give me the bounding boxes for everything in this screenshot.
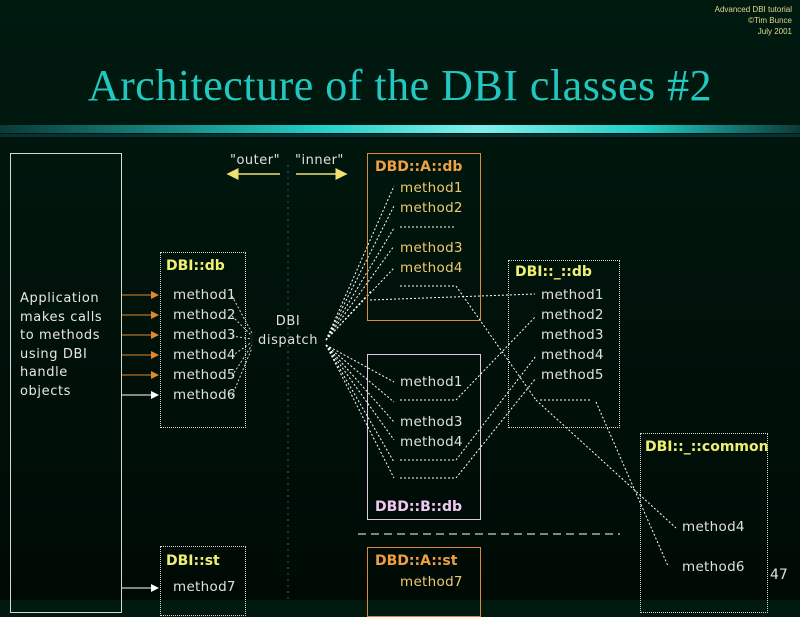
dbd-b-db-methods [400,372,463,452]
dbd-a-db-methods [400,178,463,278]
dispatch-line-1: DBI [275,314,301,329]
method-item: method2 [400,200,463,216]
method-item: method6 [173,387,236,403]
method-item: method1 [173,287,236,303]
page-number: 47 [770,567,788,583]
method-gap [400,392,463,412]
dbi-db-label: DBI::db [166,258,225,274]
method-item: method2 [541,307,604,323]
dbd-a-db-label: DBD::A::db [375,159,463,175]
dbi-underscore-db-methods [541,285,604,385]
application-line: makes calls [20,309,103,325]
method-item: method6 [682,559,745,575]
application-line: to methods [20,328,101,343]
method-item: method7 [400,574,463,590]
method-item: method3 [173,327,236,343]
dispatch-line-2: dispatch [258,333,319,348]
method-item: method4 [682,519,745,535]
dbi-st-label: DBI::st [166,553,220,569]
dbi-db-methods [173,285,236,405]
method-item: method5 [173,367,236,383]
method-item: method5 [541,367,604,383]
method-item: method4 [400,260,463,276]
dbi-underscore-db-label: DBI::_::db [515,264,592,280]
method-item: method7 [173,579,236,595]
method-item: method4 [173,347,236,363]
inner-label: "inner" [295,153,344,168]
outer-label: "outer" [230,153,281,168]
application-text [20,290,102,401]
slide-title: Architecture of the DBI classes #2 [87,61,713,110]
method-item: method4 [541,347,604,363]
credit-line-1: Advanced DBI tutorial [714,5,792,14]
method-item: method2 [173,307,236,323]
method-gap [400,218,463,238]
application-line: objects [20,383,72,399]
dbd-b-db-label: DBD::B::db [375,499,463,515]
dbi-dispatch [258,312,318,350]
method-item: method1 [541,287,604,303]
method-item: method3 [400,414,463,430]
dbd-a-st-label: DBD::A::st [375,553,458,569]
application-line: Application [20,291,100,306]
credit-line-3: July 2001 [757,27,792,36]
method-item: method1 [400,180,463,196]
method-item: method4 [400,434,463,450]
method-item: method3 [541,327,604,343]
method-item: method1 [400,374,463,390]
method-item: method3 [400,240,463,256]
credit-line-2: ©Tim Bunce [748,16,792,25]
application-line: using DBI [20,346,88,362]
dbi-common-label: DBI::_::common [645,439,769,455]
application-line: handle [20,365,68,380]
